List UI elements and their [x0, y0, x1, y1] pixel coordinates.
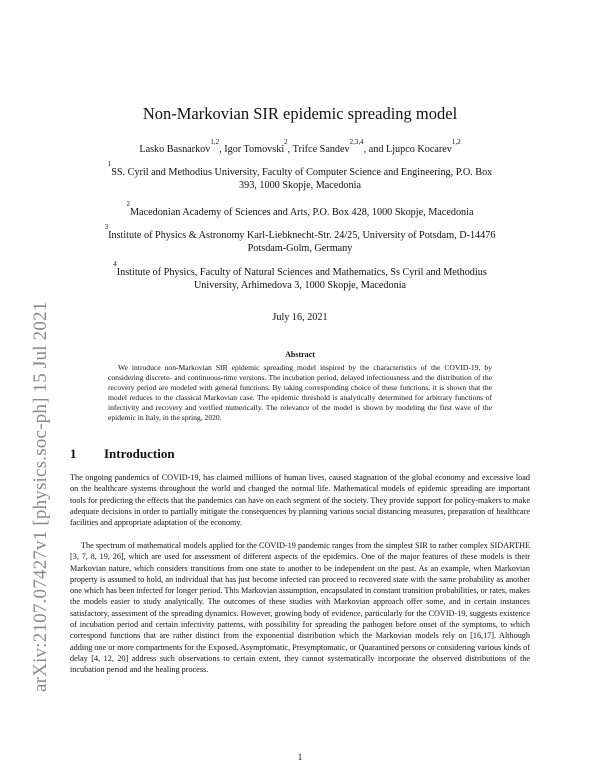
arxiv-watermark: [0, 0, 51, 776]
abstract-heading: Abstract: [285, 350, 315, 359]
author: Lasko Basnarkov$^{1,2}$,: [139, 138, 225, 155]
section-number: 1: [70, 446, 77, 461]
author: Igor Tomovski$^2$,: [224, 138, 293, 155]
body-paragraph: The spectrum of mathematical models applied for the COVID-19 pandemic ranges from the simplest SIR to rather complex SIDARTHE [3, 7, 8, 19, 26], which are used for assessment of different aspects of the epidemics. One of the major features of these models is their Markovian nature, which considers transitions from one state to another to be independent on the past. As an example, when Markovian property is assumed to hold, an individual that has just become infected can proceed to recovered state with the same probability as another one which has been infected for longer period. This Markovian assumption, encapsulated in constant transition probabilities, or rates, makes the models easier to study analytically. The outcomes of these studies with Markovian approach offer some, and in certain instances satisfactory, assessment of the spreading dynamics. However, growing body of evidence, particularly for the COVID-19, suggests existence of incubation period and certain infectivity patterns, with possibility for spreading the pathogen before onset of the symptoms, to which correspond functions that are rather distinct from the exponential distribution which the Markovian models rely on [16,17]. Although adding one or more compartments for the Exposed, Asymptomatic, Presymptomatic, or Quarantined persons or considering various kinds of delay [4, 12, 20] address such observations to certain extent, they cannot systematically incorporate the observed distributions of the incubation period and the healing process.: [70, 541, 530, 675]
affiliation: $^3$Institute of Physics & Astronomy Karl-Liebknecht-Str. 24/25, University of Potsdam, D-14476 Potsdam-Golm, Germany: [104, 223, 496, 254]
affiliation: $^2$Macedonian Academy of Sciences and Arts, P.O. Box 428, 1000 Skopje, Macedonia: [126, 200, 474, 218]
body-paragraph: The ongoing pandemics of COVID-19, has claimed millions of human lives, caused stagnation of the global economy and excessive load on the healthcare systems throughout the world and changed the normal life. Mathematical models of epidemic spreading are important tools for predicting the effects that the pandemics can have on each segment of the society. They provide support for policy-makers to make adequate decisions in order to partially mitigate the consequences by planning various social distancing measures, preparation of healthcare facilities and appropriate adaptation of the economy.: [70, 473, 530, 528]
arxiv-id: arXiv:2107.07427v1 [physics.soc-ph] 15 Jul 2021: [30, 301, 51, 692]
abstract-text: We introduce non-Markovian SIR epidemic spreading model inspired by the characteristics of the COVID-19, by considering discrete- and continuous-time versions. The incubation period, delayed infectiousness and the distribution of the recovery period are modeled with general functions. By taking corresponding choice of these functions, it is shown that the model reduces to the classical Markovian case. The epidemic threshold is analytically determined for arbitrary functions of infectivity and recovery and verified numerically. The relevance of the model is shown by modeling the first wave of the epidemic in Italy, in the spring, 2020.: [108, 363, 492, 422]
page-number: 1: [297, 752, 303, 762]
publication-date: July 16, 2021: [272, 312, 328, 323]
author: Ljupco Kocarev$^{1,2}$: [386, 138, 461, 155]
affiliation: $^1$SS. Cyril and Methodius University, Faculty of Computer Science and Engineering, P.O. Box 393, 1000 Skopje, Macedonia: [107, 160, 493, 191]
paper-title: Non-Markovian SIR epidemic spreading model: [142, 104, 458, 123]
author: Trifce Sandev$^{2,3,4}$, and: [292, 138, 386, 155]
author-list: [70, 138, 530, 155]
affiliation: $^4$Institute of Physics, Faculty of Natural Sciences and Mathematics, Ss Cyril and Methodius University, Arhimedova 3, 1000 Skopje, Macedonia: [113, 260, 487, 291]
section-heading: [70, 446, 175, 462]
section-title: Introduction: [104, 446, 175, 461]
